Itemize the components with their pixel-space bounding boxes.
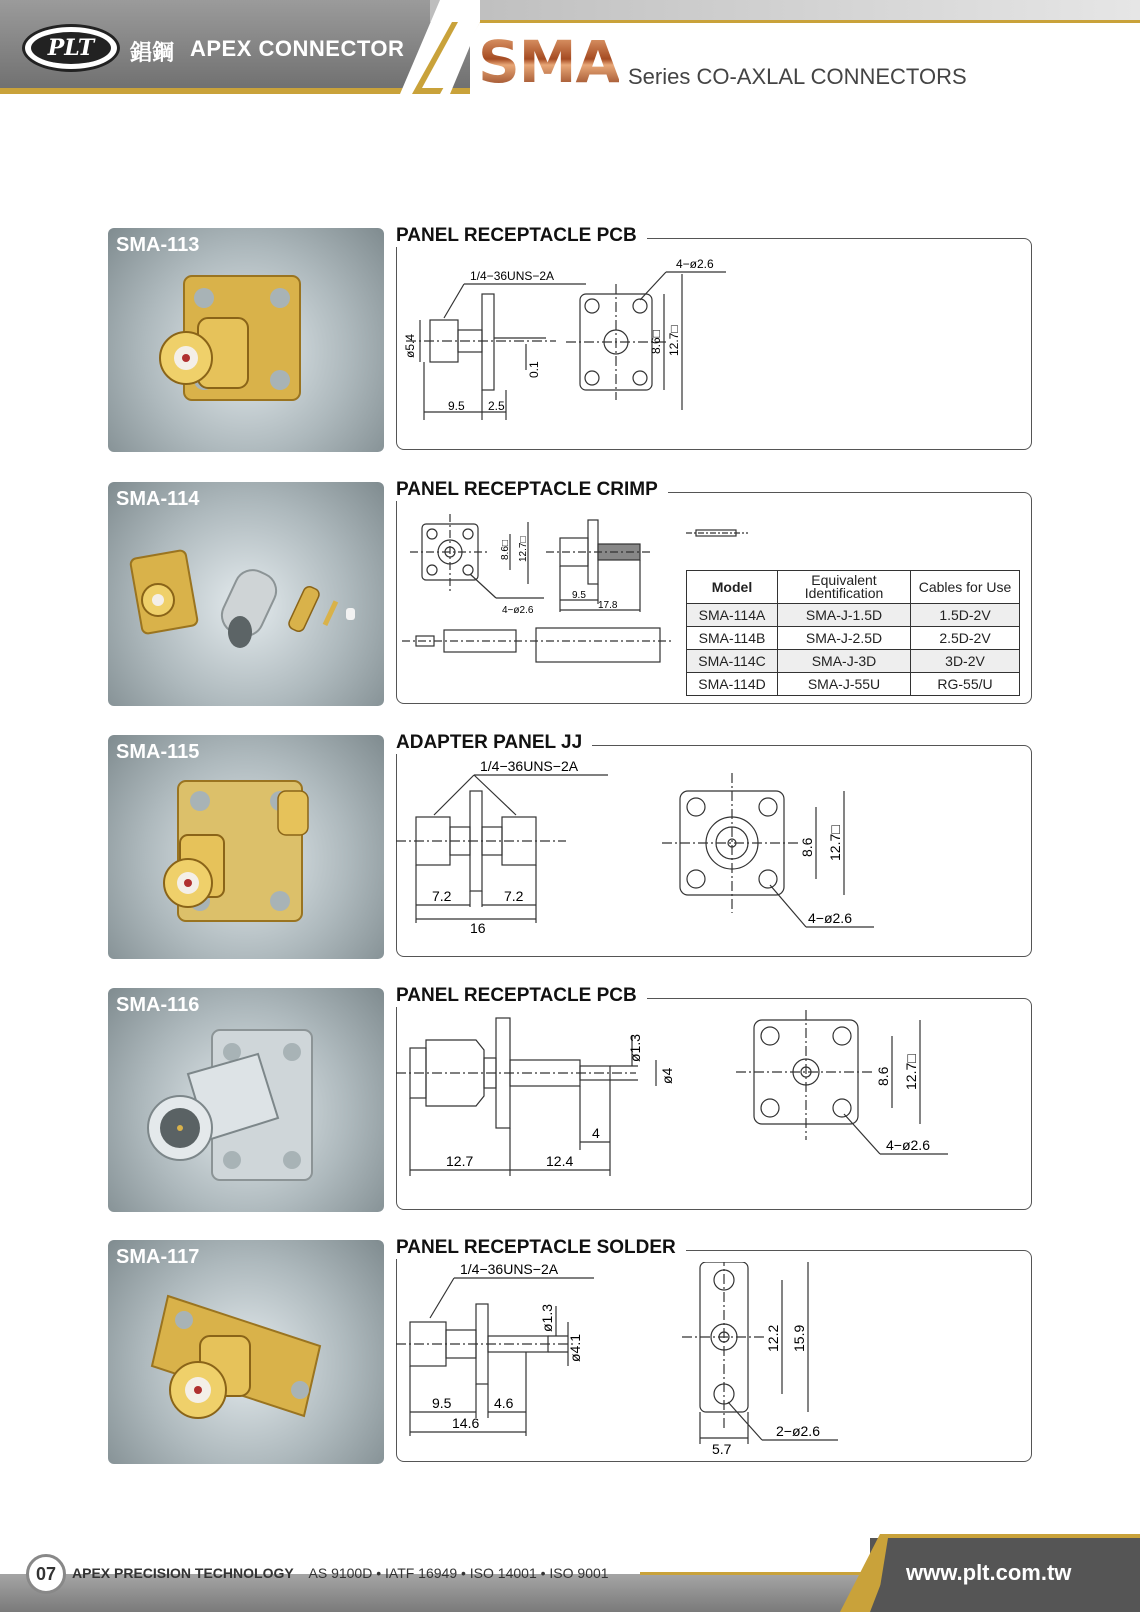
gold-connector-image: [108, 228, 384, 452]
dim-holes: 4−ø2.6: [676, 257, 714, 271]
brand-name: APEX CONNECTOR: [190, 36, 405, 61]
header-diagonal: [400, 0, 480, 94]
dim-4-1: ø4.1: [567, 1333, 583, 1362]
product-model: SMA-115: [116, 741, 200, 763]
cell-cables: 1.5D-2V: [911, 604, 1020, 627]
technical-drawing: [396, 250, 1016, 450]
table-header-row: [687, 571, 1020, 604]
dim-2-5: 2.5: [488, 399, 505, 413]
product-model: SMA-113: [116, 234, 200, 256]
dim-holes: 4−ø2.6: [502, 605, 534, 616]
dim-holes: 2−ø2.6: [776, 1423, 820, 1439]
product-model: SMA-117: [116, 1246, 200, 1268]
company-name: APEX PRECISION TECHNOLOGY: [72, 1565, 294, 1581]
table-row: [687, 604, 1020, 627]
plt-logo: [22, 24, 120, 72]
table-row: [687, 627, 1020, 650]
dim-4-dia: ø4: [659, 1067, 675, 1084]
spec-table: [686, 570, 1020, 696]
dim-8-6: 8.6: [799, 837, 815, 857]
product-title: PANEL RECEPTACLE CRIMP: [394, 479, 668, 501]
dim-12-4: 12.4: [546, 1153, 574, 1169]
header-top-strip: [430, 0, 1140, 22]
cell-model: SMA-114A: [687, 604, 778, 627]
dim-0-1: 0.1: [527, 361, 541, 378]
table-row: [687, 673, 1020, 696]
col-header-cables: Cables for Use: [911, 571, 1020, 604]
dim-diameter: ø5.4: [403, 333, 417, 358]
dim-9-5: 9.5: [432, 1395, 452, 1411]
cell-model: SMA-114B: [687, 627, 778, 650]
dim-12-7-len: 12.7: [446, 1153, 474, 1169]
product-block-sma-117: [108, 1237, 1033, 1464]
col-header-equivalent: Equivalent Identification: [778, 571, 911, 604]
page-number: 07: [26, 1554, 66, 1594]
dim-thread: 1/4−36UNS−2A: [470, 269, 555, 283]
dim-15-9: 15.9: [791, 1324, 807, 1352]
product-block-sma-115: [108, 732, 1033, 959]
dim-8-6: 8.6: [875, 1066, 891, 1086]
adapter-image: [108, 735, 384, 959]
solder-connector-image: [108, 1240, 384, 1464]
product-model: SMA-114: [116, 488, 200, 510]
dim-16: 16: [470, 920, 486, 936]
dim-7-2-right: 7.2: [504, 888, 524, 904]
footer-diagonal: [840, 1534, 900, 1612]
dim-5-7: 5.7: [712, 1441, 732, 1457]
product-photo: [108, 988, 384, 1212]
product-photo: [108, 735, 384, 959]
cell-cables: 2.5D-2V: [911, 627, 1020, 650]
product-block-sma-114: [108, 479, 1033, 706]
dim-12-7: 12.7□: [518, 536, 529, 562]
dim-12-7: 12.7□: [667, 325, 681, 356]
dim-12-2: 12.2: [765, 1324, 781, 1352]
product-photo: [108, 1240, 384, 1464]
certifications: AS 9100D • IATF 16949 • ISO 14001 • ISO 9001: [308, 1565, 609, 1581]
dim-1-3: ø1.3: [539, 1303, 555, 1332]
crimp-kit-image: [108, 482, 384, 706]
product-title: PANEL RECEPTACLE PCB: [394, 225, 647, 247]
technical-drawing: [396, 1262, 1016, 1462]
technical-drawing: [396, 1010, 1016, 1210]
series-subtitle: Series CO-AXLAL CONNECTORS: [628, 64, 967, 89]
cell-model: SMA-114D: [687, 673, 778, 696]
series-title: SMA: [478, 28, 620, 96]
dim-9-5: 9.5: [448, 399, 465, 413]
dim-thread: 1/4−36UNS−2A: [460, 1262, 559, 1277]
dim-14-6: 14.6: [452, 1415, 480, 1431]
header-gold-line-right: [470, 20, 1140, 23]
cell-cables: RG-55/U: [911, 673, 1020, 696]
footer-company-line: [72, 1565, 609, 1581]
product-photo: [108, 228, 384, 452]
dim-17-8: 17.8: [598, 600, 618, 611]
product-block-sma-116: [108, 985, 1033, 1212]
dim-12-7: 12.7□: [827, 825, 843, 861]
plt-logo-text: PLT: [31, 32, 111, 64]
technical-drawing: [396, 757, 1016, 957]
silver-connector-image: [108, 988, 384, 1212]
product-title: ADAPTER PANEL JJ: [394, 732, 592, 754]
product-title: PANEL RECEPTACLE SOLDER: [394, 1237, 686, 1259]
dim-8-6: 8.6□: [500, 540, 511, 560]
brand-chinese: 錩鋼: [130, 40, 175, 65]
product-model: SMA-116: [116, 994, 200, 1016]
website-url[interactable]: www.plt.com.tw: [906, 1560, 1072, 1585]
dim-1-3: ø1.3: [627, 1033, 643, 1062]
dim-8-6: 8.6□: [649, 330, 663, 354]
cell-equivalent: SMA-J-1.5D: [778, 604, 911, 627]
dim-4-6: 4.6: [494, 1395, 514, 1411]
product-photo: [108, 482, 384, 706]
cell-equivalent: SMA-J-2.5D: [778, 627, 911, 650]
cell-equivalent: SMA-J-3D: [778, 650, 911, 673]
table-row: [687, 650, 1020, 673]
footer-gold-line-right: [880, 1534, 1140, 1538]
dim-7-2-left: 7.2: [432, 888, 452, 904]
dim-thread: 1/4−36UNS−2A: [480, 758, 579, 774]
cell-equivalent: SMA-J-55U: [778, 673, 911, 696]
col-header-model: Model: [687, 571, 778, 604]
cell-model: SMA-114C: [687, 650, 778, 673]
dim-4: 4: [592, 1125, 600, 1141]
product-block-sma-113: [108, 225, 1033, 452]
product-title: PANEL RECEPTACLE PCB: [394, 985, 647, 1007]
dim-holes: 4−ø2.6: [808, 910, 852, 926]
dim-holes: 4−ø2.6: [886, 1137, 930, 1153]
cell-cables: 3D-2V: [911, 650, 1020, 673]
dim-12-7: 12.7□: [903, 1054, 919, 1090]
dim-9-5: 9.5: [572, 590, 586, 601]
